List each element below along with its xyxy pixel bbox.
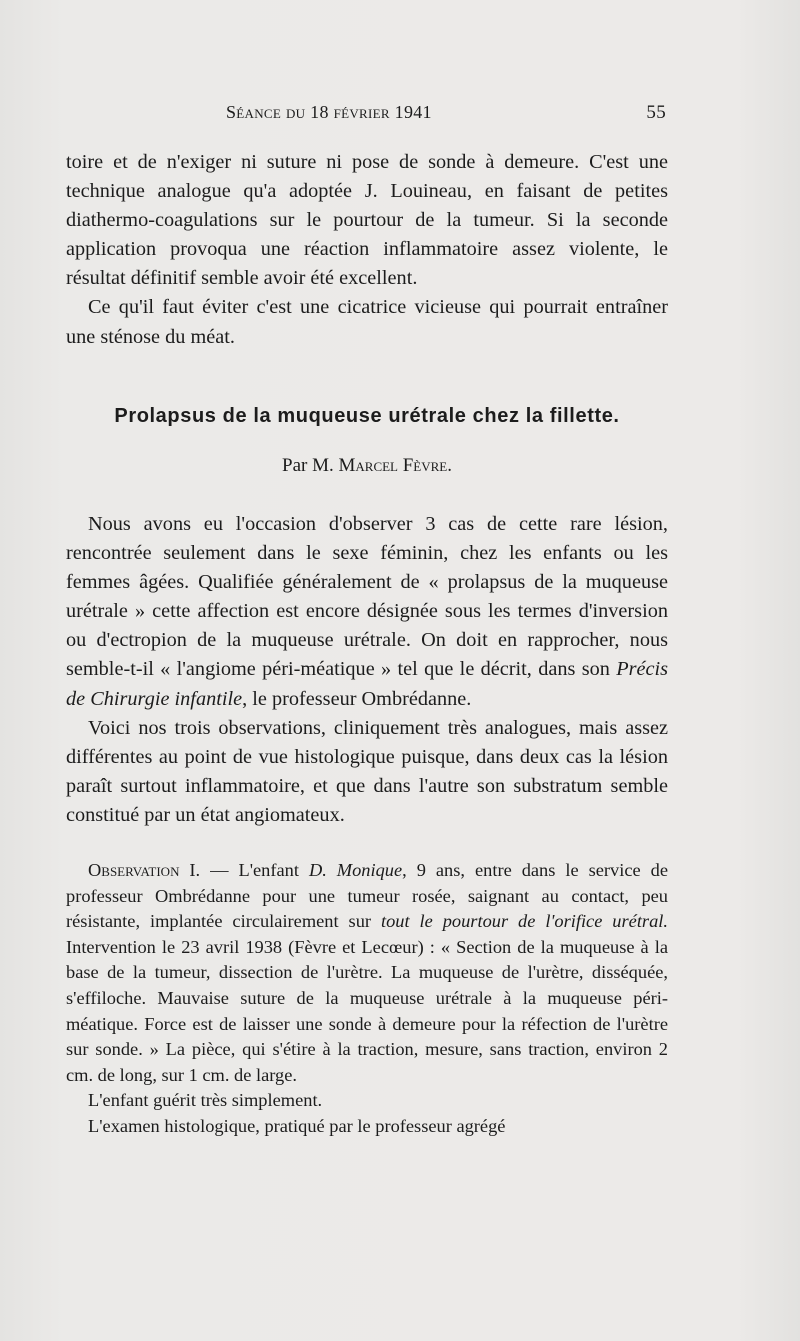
article-body [66, 510, 668, 830]
running-title [226, 102, 432, 123]
running-title-a: Séance du [226, 102, 306, 122]
article-title: Prolapsus de la muqueuse urétrale chez la fillette. [114, 405, 620, 427]
running-title-year: 1941 [394, 102, 432, 122]
obs-text-c: Intervention le 23 avril 1938 (Fèvre et Lecœur) : « Section de la muqueuse à la base de la tumeur, dissection de l'urètre. La muqueuse de l'urètre, disséquée, s'effiloche. Mauvaise suture de la muqueuse urétrale à la muqueuse péri-méatique. Force est de laisser une sonde à demeure pour la réfection de l'urètre sur sonde. » La pièce, qui s'étire à la traction, mesure, sans traction, environ 2 cm. de long, sur 1 cm. de large. [66, 936, 668, 1085]
body-p1-a: Nous avons eu l'occasion d'observer 3 cas de cette rare lésion, rencontrée seulement dans le sexe féminin, chez les enfants ou les femmes âgées. Qualifiée généralement de « prolapsus de la muqueuse urétrale » cette affection est encore désignée sous les termes d'inversion ou d'ectropion de la muqueuse urétrale. On doit en rapprocher, nous semble-t-il « l'angiome péri-méatique » tel que le décrit, dans son [66, 513, 668, 681]
article-byline [66, 455, 668, 477]
body-p1-b: , le professeur Ombrédanne. [242, 687, 472, 710]
observation-paragraph-1 [66, 858, 668, 1088]
obs-text-b: , 9 ans, entre dans le service de professeur Ombrédanne pour une tumeur rosée, saignant au contact, peu résistante, implantée circulairement sur [66, 860, 668, 932]
byline-prefix: Par M. [282, 455, 334, 476]
intro-text [66, 148, 668, 352]
location-phrase: tout le pourtour de l'orifice urétral. [380, 911, 668, 932]
intro-paragraph-2: Ce qu'il faut éviter c'est une cicatrice vicieuse qui pourrait entraîner une sténose du méat. [66, 296, 668, 348]
body-paragraph-2: Voici nos trois observations, cliniquement très analogues, mais assez différentes au point de vue histologique puisque, dans deux cas la lésion paraît surtout inflammatoire, et que dans l'autre son substratum semble constitué par un état angiomateux. [66, 716, 668, 826]
running-title-date: 18 [310, 102, 329, 122]
book-title: Précis de Chirurgie infantile [66, 658, 668, 710]
page-number: 55 [646, 102, 666, 123]
observation-label: Observation I. [88, 860, 201, 880]
observation-paragraph-3: L'examen histologique, pratiqué par le professeur agrégé [88, 1115, 506, 1136]
obs-text-a: — L'enfant [200, 860, 309, 880]
observation-paragraph-2: L'enfant guérit très simplement. [88, 1090, 323, 1111]
body-paragraph-1 [66, 510, 668, 714]
intro-paragraph-1: toire et de n'exiger ni suture ni pose de sonde à demeure. C'est une technique analogue qu'a adoptée J. Louineau, en faisant de petites diathermo-coagulations sur le pourtour de la tumeur. Si la seconde application provoqua une réaction inflammatoire assez violente, le résultat définitif semble avoir été excellent. [66, 151, 668, 290]
patient-name: D. Monique [308, 860, 403, 880]
running-title-month: février [333, 102, 390, 122]
observation-section [66, 858, 668, 1140]
byline-author: Marcel Fèvre. [338, 455, 452, 476]
running-header [66, 102, 666, 132]
